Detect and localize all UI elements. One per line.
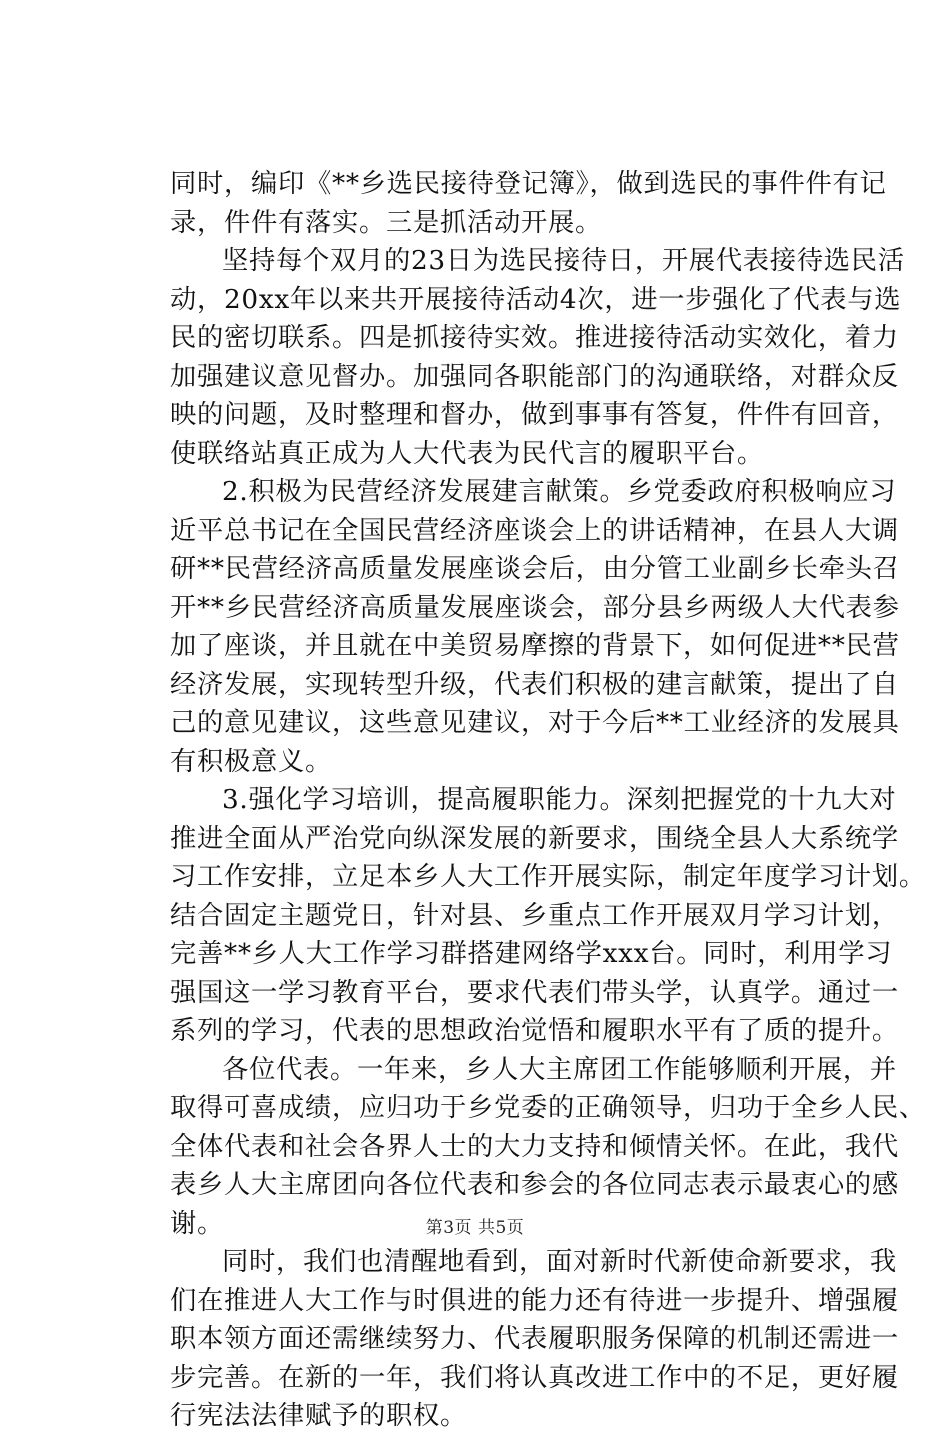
text-line: 使联络站真正成为人大代表为民代言的履职平台。 <box>170 438 764 469</box>
text-line: 录，件件有落实。三是抓活动开展。 <box>170 207 602 238</box>
text-line: 有积极意义。 <box>170 746 332 777</box>
text-line: 动，20xx年以来共开展接待活动4次，进一步强化了代表与选 <box>170 284 902 315</box>
text-line: 取得可喜成绩，应归功于乡党委的正确领导，归功于全乡人民、 <box>170 1093 926 1123</box>
text-line: 行宪法法律赋予的职权。 <box>170 1401 467 1431</box>
text-line: 同时，编印《**乡选民接待登记簿》，做到选民的事件件有记 <box>170 169 887 199</box>
text-line: 民的密切联系。四是抓接待实效。推进接待活动实效化，着力 <box>170 323 899 353</box>
text-line: 系列的学习，代表的思想政治觉悟和履职水平有了质的提升。 <box>170 1016 899 1046</box>
text-line: 职本领方面还需继续努力、代表履职服务保障的机制还需进一 <box>170 1324 899 1354</box>
text-line: 步完善。在新的一年，我们将认真改进工作中的不足，更好履 <box>170 1362 899 1393</box>
paragraph-start-line: 坚持每个双月的23日为选民接待日，开展代表接待选民活 <box>222 246 905 276</box>
text-line: 经济发展，实现转型升级，代表们积极的建言献策，提出了自 <box>170 669 899 700</box>
paragraph-start-line: 2.积极为民营经济发展建言献策。乡党委政府积极响应习 <box>222 477 897 507</box>
paragraph-start-line: 各位代表。一年来，乡人大主席团工作能够顺利开展，并 <box>222 1054 897 1085</box>
text-line: 己的意见建议，这些意见建议，对于今后**工业经济的发展具 <box>170 708 900 738</box>
text-line: 强国这一学习教育平台，要求代表们带头学，认真学。通过一 <box>170 977 899 1008</box>
text-line: 加强建议意见督办。加强同各职能部门的沟通联络，对群众反 <box>170 361 899 392</box>
text-line: 近平总书记在全国民营经济座谈会上的讲话精神，在县人大调 <box>170 515 899 546</box>
text-line: 全体代表和社会各界人士的大力支持和倾情关怀。在此，我代 <box>170 1131 899 1162</box>
text-line: 结合固定主题党日，针对县、乡重点工作开展双月学习计划， <box>170 900 899 931</box>
text-line: 表乡人大主席团向各位代表和参会的各位同志表示最衷心的感 <box>170 1170 899 1200</box>
text-line: 习工作安排，立足本乡人大工作开展实际，制定年度学习计划。 <box>170 862 926 892</box>
text-line: 推进全面从严治党向纵深发展的新要求，围绕全县人大系统学 <box>170 823 899 854</box>
page-number-footer: 第3页 共5页 <box>425 1218 525 1238</box>
text-line: 开**乡民营经济高质量发展座谈会，部分县乡两级人大代表参 <box>170 592 900 623</box>
text-line: 们在推进人大工作与时俱进的能力还有待进一步提升、增强履 <box>170 1285 899 1316</box>
text-line: 谢。 <box>170 1208 224 1239</box>
document-body <box>170 165 926 1436</box>
text-line: 加了座谈，并且就在中美贸易摩擦的背景下，如何促进**民营 <box>170 631 900 661</box>
text-line: 映的问题，及时整理和督办，做到事事有答复，件件有回音， <box>170 400 899 430</box>
text-line: 完善**乡人大工作学习群搭建网络学xxx台。同时，利用学习 <box>170 939 893 969</box>
text-line: 研**民营经济高质量发展座谈会后，由分管工业副乡长牵头召 <box>170 554 900 584</box>
paragraph-start-line: 同时，我们也清醒地看到，面对新时代新使命新要求，我 <box>222 1247 897 1277</box>
paragraph-start-line: 3.强化学习培训，提高履职能力。深刻把握党的十九大对 <box>222 785 897 815</box>
